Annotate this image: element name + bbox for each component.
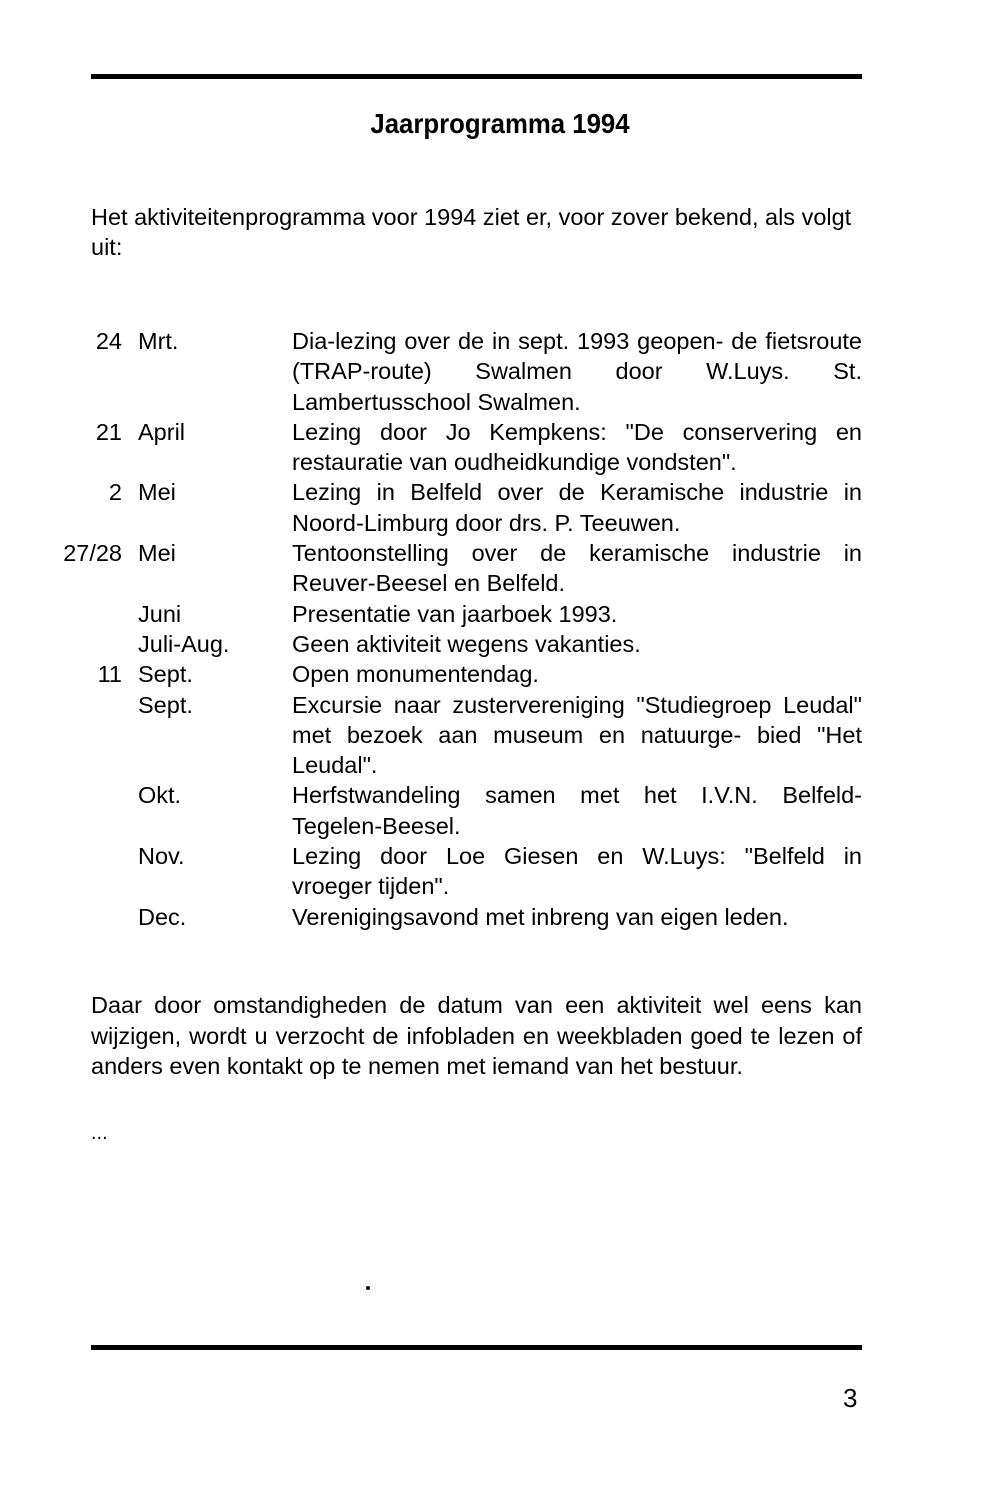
program-item [0,841,1000,902]
program-month: Sept. [138,691,193,718]
page-title: Jaarprogramma 1994 [370,108,630,139]
program-month: Mrt. [138,328,179,354]
program-item [0,538,1000,599]
program-month: Mei [138,540,176,567]
top-rule [91,74,862,79]
program-item [0,326,1000,417]
program-description: Lezing in Belfeld over de Keramische industrie in Noord-Limburg door drs. P. Teeuwen. [292,479,862,536]
program-item [0,659,1000,689]
program-month: April [138,418,186,445]
program-description: Dia-lezing over de in sept. 1993 geopen- de fietsroute (TRAP-route) Swalmen door W.Luys. St. Lambertusschool Swalmen. [292,328,862,415]
intro-paragraph: Het aktiviteitenprogramma voor 1994 ziet er, voor zover bekend, als volgt uit: [91,204,852,260]
program-item [0,629,1000,659]
program-item [0,417,1000,478]
program-description: Open monumentendag. [292,661,539,688]
program-day: 24 [95,328,122,354]
program-list [0,326,1000,932]
program-day: 27/28 [63,540,122,567]
print-speck [366,1286,370,1290]
program-description: Lezing door Loe Giesen en W.Luys: "Belfeld in vroeger tijden". [292,843,862,900]
program-description: Lezing door Jo Kempkens: "De conservering en restauratie van oudheidkundige vondsten". [292,418,862,476]
program-description: Verenigingsavond met inbreng van eigen leden. [292,903,789,930]
program-month: Juli-Aug. [138,630,230,657]
program-month: Sept. [138,661,193,688]
program-item [0,477,1000,538]
program-day: 11 [97,661,122,688]
program-item [0,780,1000,841]
program-description: Presentatie van jaarboek 1993. [292,600,618,627]
program-description: Geen aktiviteit wegens vakanties. [292,630,641,657]
program-description: Tentoonstelling over de keramische industrie in Reuver-Beesel en Belfeld. [292,540,862,597]
bottom-rule [91,1345,862,1350]
program-month: Okt. [138,782,182,809]
program-month: Mei [138,479,176,506]
program-description: Excursie naar zustervereniging "Studiegroep Leudal" met bezoek aan museum en natuurge- bied "Het Leudal". [292,691,862,779]
ellipsis: ... [91,1122,108,1144]
program-month: Juni [138,600,182,627]
program-description: Herfstwandeling samen met het I.V.N. Belfeld- Tegelen-Beesel. [292,782,862,839]
program-item [0,599,1000,629]
program-day: 2 [108,479,122,506]
page-number: 3 [843,1383,858,1413]
program-day: 21 [95,418,122,445]
closing-paragraph: Daar door omstandigheden de datum van een aktiviteit wel eens kan wijzigen, wordt u verzocht de infobladen en weekbladen goed te lezen of anders even kontakt op te nemen met iemand van het bestuur. [91,992,862,1079]
program-item [0,690,1000,781]
program-month: Nov. [138,843,185,870]
program-item [0,902,1000,932]
program-month: Dec. [138,903,187,930]
